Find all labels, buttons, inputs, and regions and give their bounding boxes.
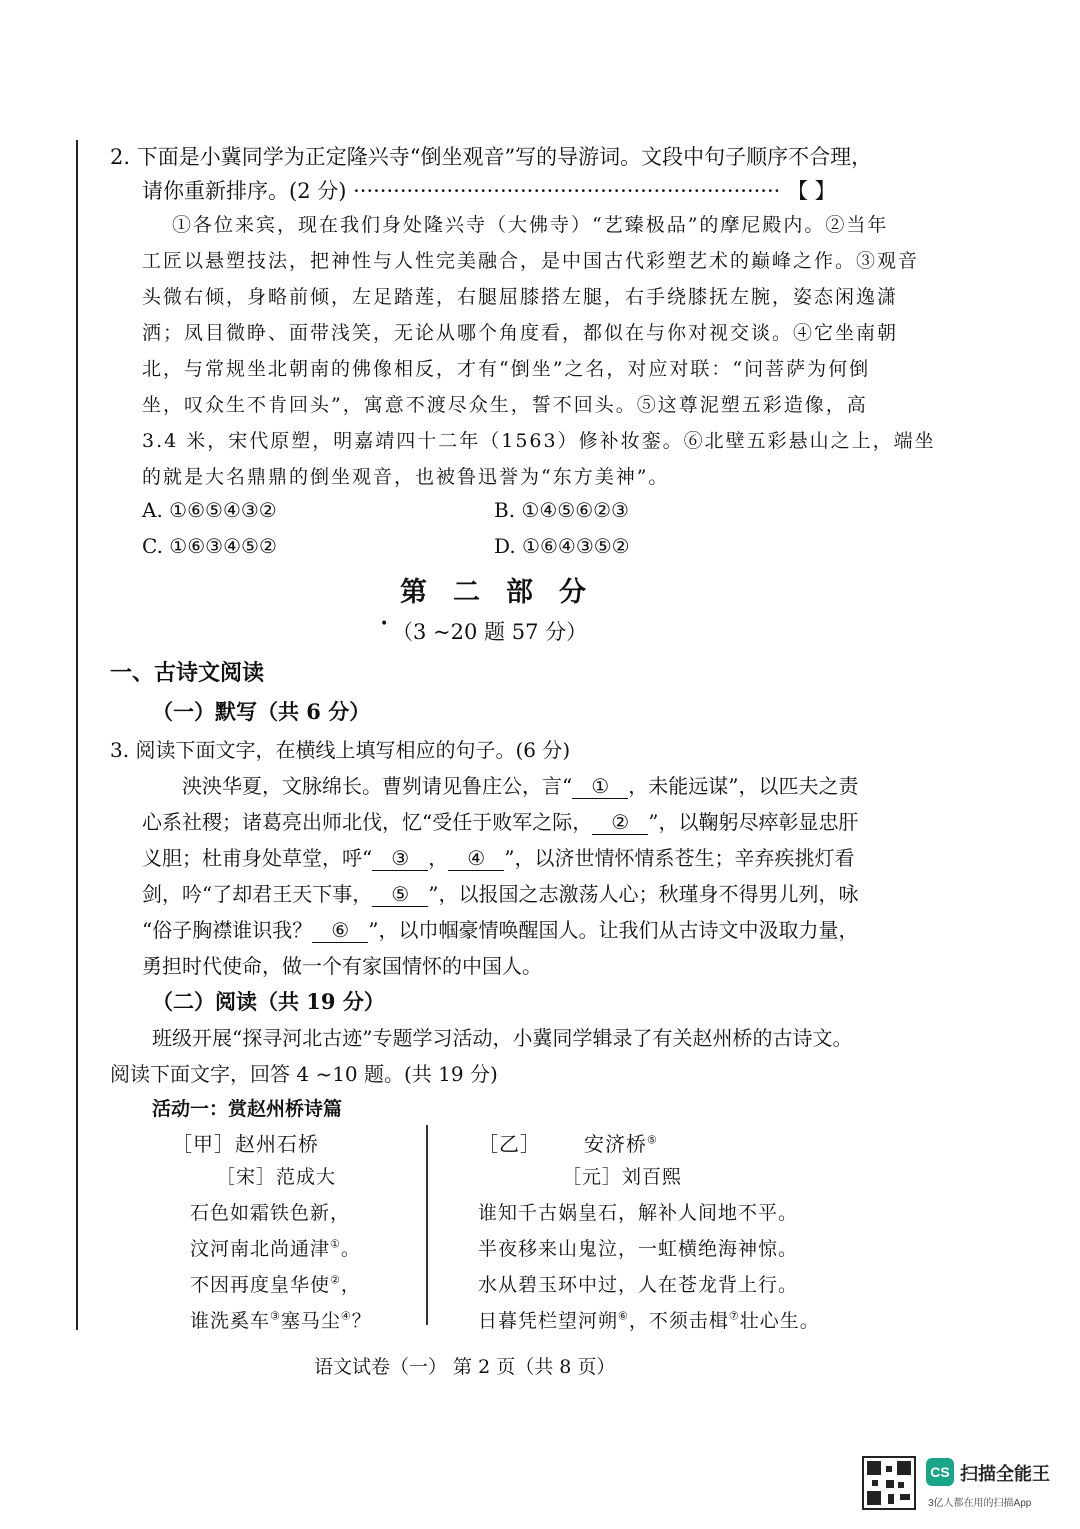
poem-a-line bbox=[190, 1234, 361, 1261]
qr-code-icon bbox=[862, 1456, 916, 1510]
q3-text: ， bbox=[428, 846, 449, 870]
poem-text: 谁洗奚车 bbox=[190, 1310, 271, 1332]
watermark-app-name: 扫描全能王 bbox=[960, 1464, 1050, 1484]
footnote-mark: ① bbox=[330, 1237, 341, 1251]
poem-a-line bbox=[190, 1306, 372, 1333]
poem-b-line: 谁知千古娲皇石，解补人间地不平。 bbox=[478, 1202, 799, 1224]
part-subtitle: （3 ~20 题 57 分） bbox=[392, 620, 588, 644]
part-title: 第二部分 bbox=[400, 577, 612, 608]
page-footer: 语文试卷（一） 第 2 页（共 8 页） bbox=[314, 1356, 616, 1378]
q3-text: “俗子胸襟谁识我？ bbox=[142, 918, 313, 942]
watermark-tagline: 3亿人都在用的扫描App bbox=[928, 1498, 1032, 1509]
q2-passage-line: ①各位来宾，现在我们身处隆兴寺（大佛寺）“艺臻极品”的摩尼殿内。②当年 bbox=[172, 214, 889, 236]
poem-divider bbox=[426, 1125, 428, 1325]
q3-text-line: 勇担时代使命，做一个有家国情怀的中国人。 bbox=[142, 954, 542, 978]
q2-passage-line: 头微右倾，身略前倾，左足踏莲，右腿屈膝搭左腿，右手绕膝抚左腕，姿态闲逸潇 bbox=[142, 286, 899, 308]
footnote-mark: ⑦ bbox=[728, 1309, 740, 1323]
footnote-mark: ④ bbox=[340, 1309, 352, 1323]
q3-text: 泱泱华夏，文脉绵长。曹刿请见鲁庄公，言“ bbox=[182, 774, 573, 798]
q3-text-line bbox=[182, 770, 858, 799]
poem-a-author: ［宋］范成大 bbox=[216, 1166, 337, 1188]
q3-text: ，未能远谋”，以匹夫之责 bbox=[628, 774, 859, 798]
fill-blank[interactable]: ④ bbox=[448, 846, 504, 871]
reading-intro: 阅读下面文字，回答 4 ~10 题。(共 19 分) bbox=[110, 1062, 498, 1086]
poem-b-title bbox=[584, 1128, 658, 1157]
poem-a-title: ［甲］赵州石桥 bbox=[172, 1132, 319, 1156]
subsection-heading: （二）阅读（共 19 分） bbox=[152, 989, 385, 1014]
binding-margin-line bbox=[76, 140, 78, 1330]
fill-blank[interactable]: ① bbox=[572, 774, 628, 799]
q2-passage-line: 坐，叹众生不肯回头”，寓意不渡尽众生，誓不回头。⑤这尊泥塑五彩造像，高 bbox=[142, 394, 868, 416]
poem-text: 不因再度皇华使 bbox=[190, 1274, 331, 1296]
fill-blank[interactable]: ⑤ bbox=[372, 882, 428, 907]
poem-text: ， bbox=[340, 1274, 361, 1296]
q2-stem-line1: 2. 下面是小冀同学为正定隆兴寺“倒坐观音”写的导游词。文段中句子顺序不合理， bbox=[110, 145, 873, 169]
q3-text-line bbox=[142, 914, 858, 943]
q3-text: ”，以巾帼豪情唤醒国人。让我们从古诗文中汲取力量， bbox=[368, 918, 859, 942]
poem-text: 日暮凭栏望河朔 bbox=[478, 1310, 619, 1332]
q2-passage-line: 3.4 米，宋代原塑，明嘉靖四十二年（1563）修补妆銮。⑥北壁五彩悬山之上，端坐 bbox=[142, 430, 936, 452]
subsection-heading: （一）默写（共 6 分） bbox=[152, 699, 371, 724]
poem-text: 壮心生。 bbox=[739, 1310, 820, 1332]
footnote-mark: ⑤ bbox=[647, 1133, 658, 1147]
q3-text-line bbox=[142, 806, 858, 835]
q2-option-c: C. ①⑥③④⑤② bbox=[142, 534, 277, 558]
poem-b-line: 半夜移来山鬼泣，一虹横绝海神惊。 bbox=[478, 1238, 799, 1260]
q3-text: ”，以报国之志激荡人心；秋瑾身不得男儿列，咏 bbox=[428, 882, 859, 906]
poem-text: ？ bbox=[351, 1310, 372, 1332]
poem-b-line: 水从碧玉环中过，人在苍龙背上行。 bbox=[478, 1274, 799, 1296]
part-dot: • bbox=[380, 616, 389, 632]
reading-intro: 班级开展“探寻河北古迹”专题学习活动，小冀同学辑录了有关赵州桥的古诗文。 bbox=[152, 1026, 853, 1050]
q3-stem: 3. 阅读下面文字，在横线上填写相应的句子。(6 分) bbox=[110, 738, 571, 762]
q2-option-b: B. ①④⑤⑥②③ bbox=[494, 498, 629, 522]
section-heading: 一、古诗文阅读 bbox=[110, 660, 265, 686]
q3-text: 剑，吟“了却君王天下事， bbox=[142, 882, 373, 906]
q2-passage-line: 北，与常规坐北朝南的佛像相反，才有“倒坐”之名，对应对联：“问菩萨为何倒 bbox=[142, 358, 871, 380]
poem-text: 塞马尘 bbox=[280, 1310, 341, 1332]
camscanner-logo-icon: CS bbox=[926, 1458, 954, 1486]
q3-text: 心系社稷；诸葛亮出师北伐，忆“受任于败军之际， bbox=[142, 810, 593, 834]
fill-blank[interactable]: ③ bbox=[372, 846, 428, 871]
fill-blank[interactable]: ② bbox=[592, 810, 648, 835]
footnote-mark: ⑥ bbox=[618, 1309, 629, 1323]
q2-passage-line: 洒；凤目微睁、面带浅笑，无论从哪个角度看，都似在与你对视交谈。④它坐南朝 bbox=[142, 322, 899, 344]
poem-text: 。 bbox=[340, 1238, 361, 1260]
poem-a-line: 石色如霜铁色新， bbox=[190, 1202, 351, 1224]
poem-a-line bbox=[190, 1270, 361, 1297]
poem-text: 汶河南北尚通津 bbox=[190, 1238, 331, 1260]
footnote-mark: ③ bbox=[270, 1309, 281, 1323]
footnote-mark: ② bbox=[330, 1273, 341, 1287]
poem-b-line bbox=[478, 1306, 820, 1333]
q3-text-line bbox=[142, 842, 854, 871]
q3-text: 义胆；杜甫身处草堂，呼“ bbox=[142, 846, 373, 870]
q3-text: ”，以济世情怀情系苍生；辛弃疾挑灯看 bbox=[504, 846, 855, 870]
poem-text: 安济桥 bbox=[584, 1132, 647, 1156]
activity-title: 活动一：赏赵州桥诗篇 bbox=[152, 1098, 343, 1120]
poem-text: ，不须击楫 bbox=[628, 1310, 729, 1332]
q2-stem-line2: 请你重新排序。(2 分) ································································ 【 】 bbox=[142, 179, 836, 203]
q3-text: ”，以鞠躬尽瘁彰显忠肝 bbox=[648, 810, 859, 834]
q3-text-line bbox=[142, 878, 858, 907]
poem-b-author: ［元］刘百熙 bbox=[562, 1166, 683, 1188]
fill-blank[interactable]: ⑥ bbox=[312, 918, 368, 943]
q2-option-a: A. ①⑥⑤④③② bbox=[142, 498, 277, 522]
q2-passage-line: 的就是大名鼎鼎的倒坐观音，也被鲁迅誉为“东方美神”。 bbox=[142, 466, 670, 488]
q2-passage-line: 工匠以悬塑技法，把神性与人性完美融合，是中国古代彩塑艺术的巅峰之作。③观音 bbox=[142, 250, 920, 272]
q2-option-d: D. ①⑥④③⑤② bbox=[494, 534, 630, 558]
poem-b-label: ［乙］ bbox=[478, 1132, 541, 1156]
